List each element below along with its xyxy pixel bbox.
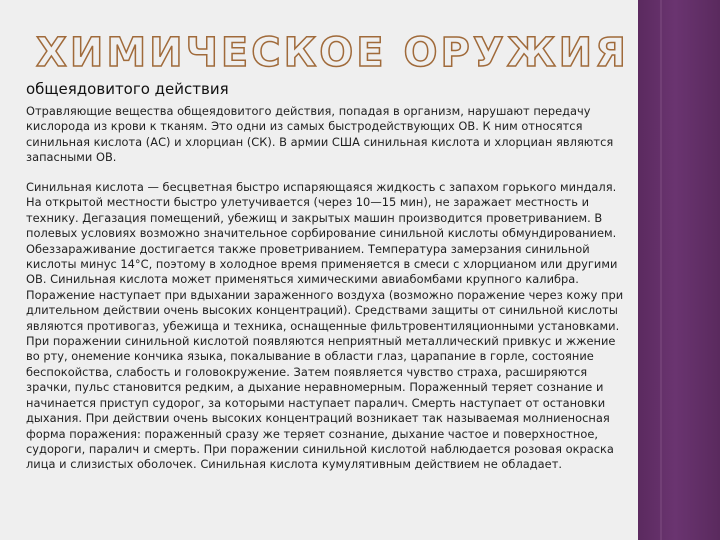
sidebar-line — [660, 0, 662, 540]
paragraph-intro: Отравляющие вещества общеядовитого действия, попадая в организм, нарушают передачу кислорода из крови к тканям. Это одни из самых быстродействующих ОВ. К ним относятся синильная кислота (АС) и хлорциан (СК). В армии США синильная кислота и хлорциан являются запасными ОВ. — [26, 104, 614, 165]
decorative-sidebar — [638, 0, 720, 540]
paragraph-hydrocyanic-acid: Синильная кислота — бесцветная быстро испаряющаяся жидкость с запахом горького миндаля. На открытой местности быстро улетучивается (через 10—15 мин), не заражает местность и технику. Дегазация помещений, убежищ и закрытых машин производится проветриванием. В полевых условиях возможно значительное сорбирование синильной кислоты обмундированием. Обеззараживание достигается также проветриванием. Температура замерзания синильной кислоты минус 14°С, поэтому в холодное время применяется в смеси с хлорцианом или другими ОВ. Синильная кислота может применяться химическими авиабомбами крупного калибра. Поражение наступает при вдыхании зараженного воздуха (возможно поражение через кожу при длительном действии очень высоких концентраций). Средствами защиты от синильной кислоты являются противогаз, убежища и техника, оснащенные фильтровентиляционными установками. При поражении синильной кислотой появляются неприятный металлический привкус и жжение во рту, онемение кончика языка, покалывание в области глаз, царапание в горле, состояние беспокойства, слабость и головокружение. Затем появляется чувство страха, расширяются зрачки, пульс становится редким, а дыхание неравномерным. Пораженный теряет сознание и начинается приступ судорог, за которыми наступает паралич. Смерть наступает от остановки дыхания. При действии очень высоких концентраций возникает так называемая молниеносная форма поражения: пораженный сразу же теряет сознание, дыхание частое и поверхностное, судороги, паралич и смерть. При поражении синильной кислотой наблюдается розовая окраска лица и слизистых оболочек. Синильная кислота кумулятивным действием не обладает. — [26, 180, 624, 472]
slide-subtitle: общеядовитого действия — [26, 80, 229, 98]
slide-title: ХИМИЧЕСКОЕ ОРУЖИЯ — [36, 30, 629, 76]
